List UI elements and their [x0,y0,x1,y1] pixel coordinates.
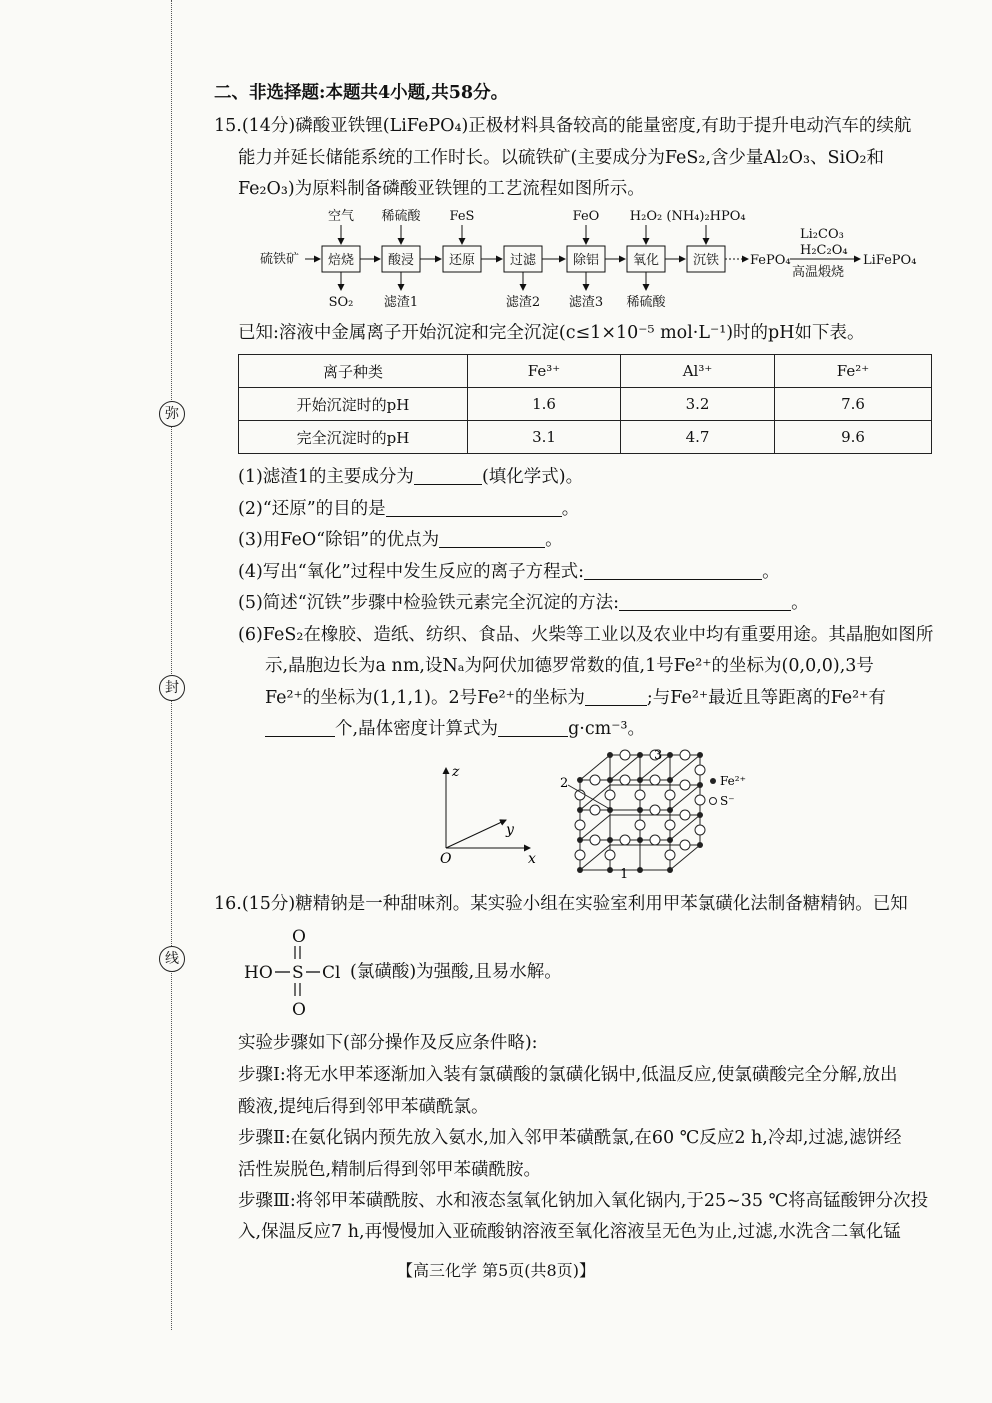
q15-sub4: (4)写出“氧化”过程中发生反应的离子方程式: 。 [238,562,780,582]
axis-z-label: z [452,764,460,780]
flow-input-phosphate: (NH₄)₂HPO₄ [666,209,746,224]
q15-line2: 能力并延长储能系统的工作时长。以硫铁矿(主要成分为FeS₂,含少量Al₂O₃、SiO₂和 [238,148,884,168]
flow-output-h2so4: 稀硫酸 [626,295,666,310]
ph-table [238,354,932,454]
answer-blank [439,529,545,548]
answer-blank [585,687,647,706]
axis-x-label: x [528,851,536,867]
seal-mi: 弥 [159,401,185,427]
axes-figure [430,760,550,870]
section-heading: 二、非选择题:本题共4小题,共58分。 [214,83,509,103]
struct-o-top: O [292,927,306,947]
table-header: Fe²⁺ [775,355,932,388]
table-row [239,421,932,454]
flow-input-fes: FeS [449,209,475,224]
cell-label-1: 1 [620,867,629,880]
q15-sub6-line1: (6)FeS₂在橡胶、造纸、纺织、食品、火柴等工业以及农业中均有重要用途。其晶胞如图所 [238,625,934,645]
q16-steps-intro: 实验步骤如下(部分操作及反应条件略): [238,1033,538,1053]
flow-output-residue1: 滤渣1 [383,295,419,310]
flow-input-feo: FeO [572,209,600,224]
q16-step3-line1: 步骤Ⅲ:将邻甲苯磺酰胺、水和液态氢氧化钠加入氧化锅内,于25~35 ℃将高锰酸钾分次投 [238,1191,929,1211]
legend-fe-label: Fe²⁺ [720,774,746,788]
q15-sub3: (3)用FeO“除铝”的优点为 。 [238,530,563,550]
q15-sub1: (1)滤渣1的主要成分为 (填化学式)。 [238,467,584,487]
answer-blank [386,498,562,517]
answer-blank [619,592,791,611]
flow-reagent-li2co3: Li₂CO₃ [800,227,844,242]
q16-line1: 16.(15分)糖精钠是一种甜味剂。某实验小组在实验室利用甲苯氯磺化法制备糖精钠。已知 [214,894,908,914]
axis-origin-label: O [440,851,452,867]
q16-step2-line2: 活性炭脱色,精制后得到邻甲苯磺酰胺。 [238,1160,542,1180]
q15-sub6-line3: Fe²⁺的坐标为(1,1,1)。2号Fe²⁺的坐标为 ;与Fe²⁺最近且等距离的Fe²⁺有 [265,688,886,708]
flow-step-5: 除铝 [572,253,600,268]
flow-output-residue3: 滤渣3 [568,295,604,310]
answer-blank [414,466,482,485]
q15-sub6-line4: 个,晶体密度计算式为 g·cm⁻³。 [265,716,645,742]
q15-known: 已知:溶液中金属离子开始沉淀和完全沉淀(c≤1×10⁻⁵ mol·L⁻¹)时的pH如下表。 [238,323,865,343]
q16-step1-line2: 酸液,提纯后得到邻甲苯磺酰氯。 [238,1097,489,1117]
struct-cl: Cl [322,963,341,983]
flow-input-h2o2: H₂O₂ [629,209,663,224]
flow-output-residue2: 滤渣2 [505,295,541,310]
q15-line1: 15.(14分)磷酸亚铁锂(LiFePO₄)正极材料具备较高的能量密度,有助于提升电动汽车的续航 [214,116,912,136]
flow-start: 硫铁矿 [260,252,300,267]
seal-feng: 封 [159,675,185,701]
flow-reagent-h2c2o4: H₂C₂O₄ [800,243,848,258]
table-cell: 3.2 [621,388,775,421]
flow-output-so2: SO₂ [328,295,354,310]
axis-y-label: y [506,822,514,838]
answer-blank [584,561,762,580]
q15-sub5: (5)简述“沉铁”步骤中检验铁元素完全沉淀的方法: 。 [238,593,809,613]
flow-step-1: 焙烧 [327,253,355,268]
table-header: Fe³⁺ [468,355,621,388]
table-cell: 1.6 [468,388,621,421]
struct-ho: HO [244,963,273,983]
table-row [239,355,932,388]
flow-step-4: 过滤 [509,253,537,268]
flow-input-h2so4: 稀硫酸 [381,209,421,224]
seal-xian: 线 [159,946,185,972]
flow-step-6: 氧化 [632,253,660,268]
crystal-cell-figure [550,745,760,880]
answer-blank [498,718,568,737]
table-cell: 3.1 [468,421,621,454]
struct-s: S [292,963,304,983]
flow-condition: 高温煅烧 [792,265,845,280]
legend-fe-marker [710,778,716,784]
table-row [239,388,932,421]
page-footer: 【高三化学 第5页(共8页)】 [397,1261,595,1280]
legend-s-marker [710,798,717,805]
q16-step3-line2: 入,保温反应7 h,再慢慢加入亚硫酸钠溶液至氧化溶液呈无色为止,过滤,水洗含二氧化锰 [238,1222,901,1242]
cell-label-2: 2 [560,776,569,791]
flow-input-air: 空气 [327,209,355,224]
answer-blank [265,718,335,737]
q15-sub6-line2: 示,晶胞边长为a nm,设Nₐ为阿伏加德罗常数的值,1号Fe²⁺的坐标为(0,0,0),3号 [265,656,874,676]
q16-struct-text: (氯磺酸)为强酸,且易水解。 [350,962,562,982]
table-cell: 开始沉淀时的pH [239,388,468,421]
q16-step1-line1: 步骤Ⅰ:将无水甲苯逐渐加入装有氯磺酸的氯磺化锅中,低温反应,使氯磺酸完全分解,放出 [238,1065,898,1085]
table-header: Al³⁺ [621,355,775,388]
table-cell: 7.6 [775,388,932,421]
flow-mid-product: FePO₄ [750,253,791,268]
flow-step-7: 沉铁 [692,253,720,268]
table-cell: 4.7 [621,421,775,454]
legend-s-label: S⁻ [720,794,735,808]
cell-label-3: 3 [654,748,663,763]
table-header: 离子种类 [239,355,468,388]
flow-step-2: 酸浸 [387,253,415,268]
q16-step2-line1: 步骤Ⅱ:在氨化锅内预先放入氨水,加入邻甲苯磺酰氯,在60 ℃反应2 h,冷却,过滤,滤饼经 [238,1128,902,1148]
struct-o-bottom: O [292,1000,306,1019]
process-flow-diagram [0,200,992,320]
flow-step-3: 还原 [448,253,476,268]
q15-sub2: (2)“还原”的目的是 。 [238,499,580,519]
q15-line3: Fe₂O₃)为原料制备磷酸亚铁锂的工艺流程如图所示。 [238,179,645,199]
table-cell: 9.6 [775,421,932,454]
table-cell: 完全沉淀时的pH [239,421,468,454]
flow-product: LiFePO₄ [863,253,917,268]
chlorosulfonic-acid-structure [244,923,354,1019]
